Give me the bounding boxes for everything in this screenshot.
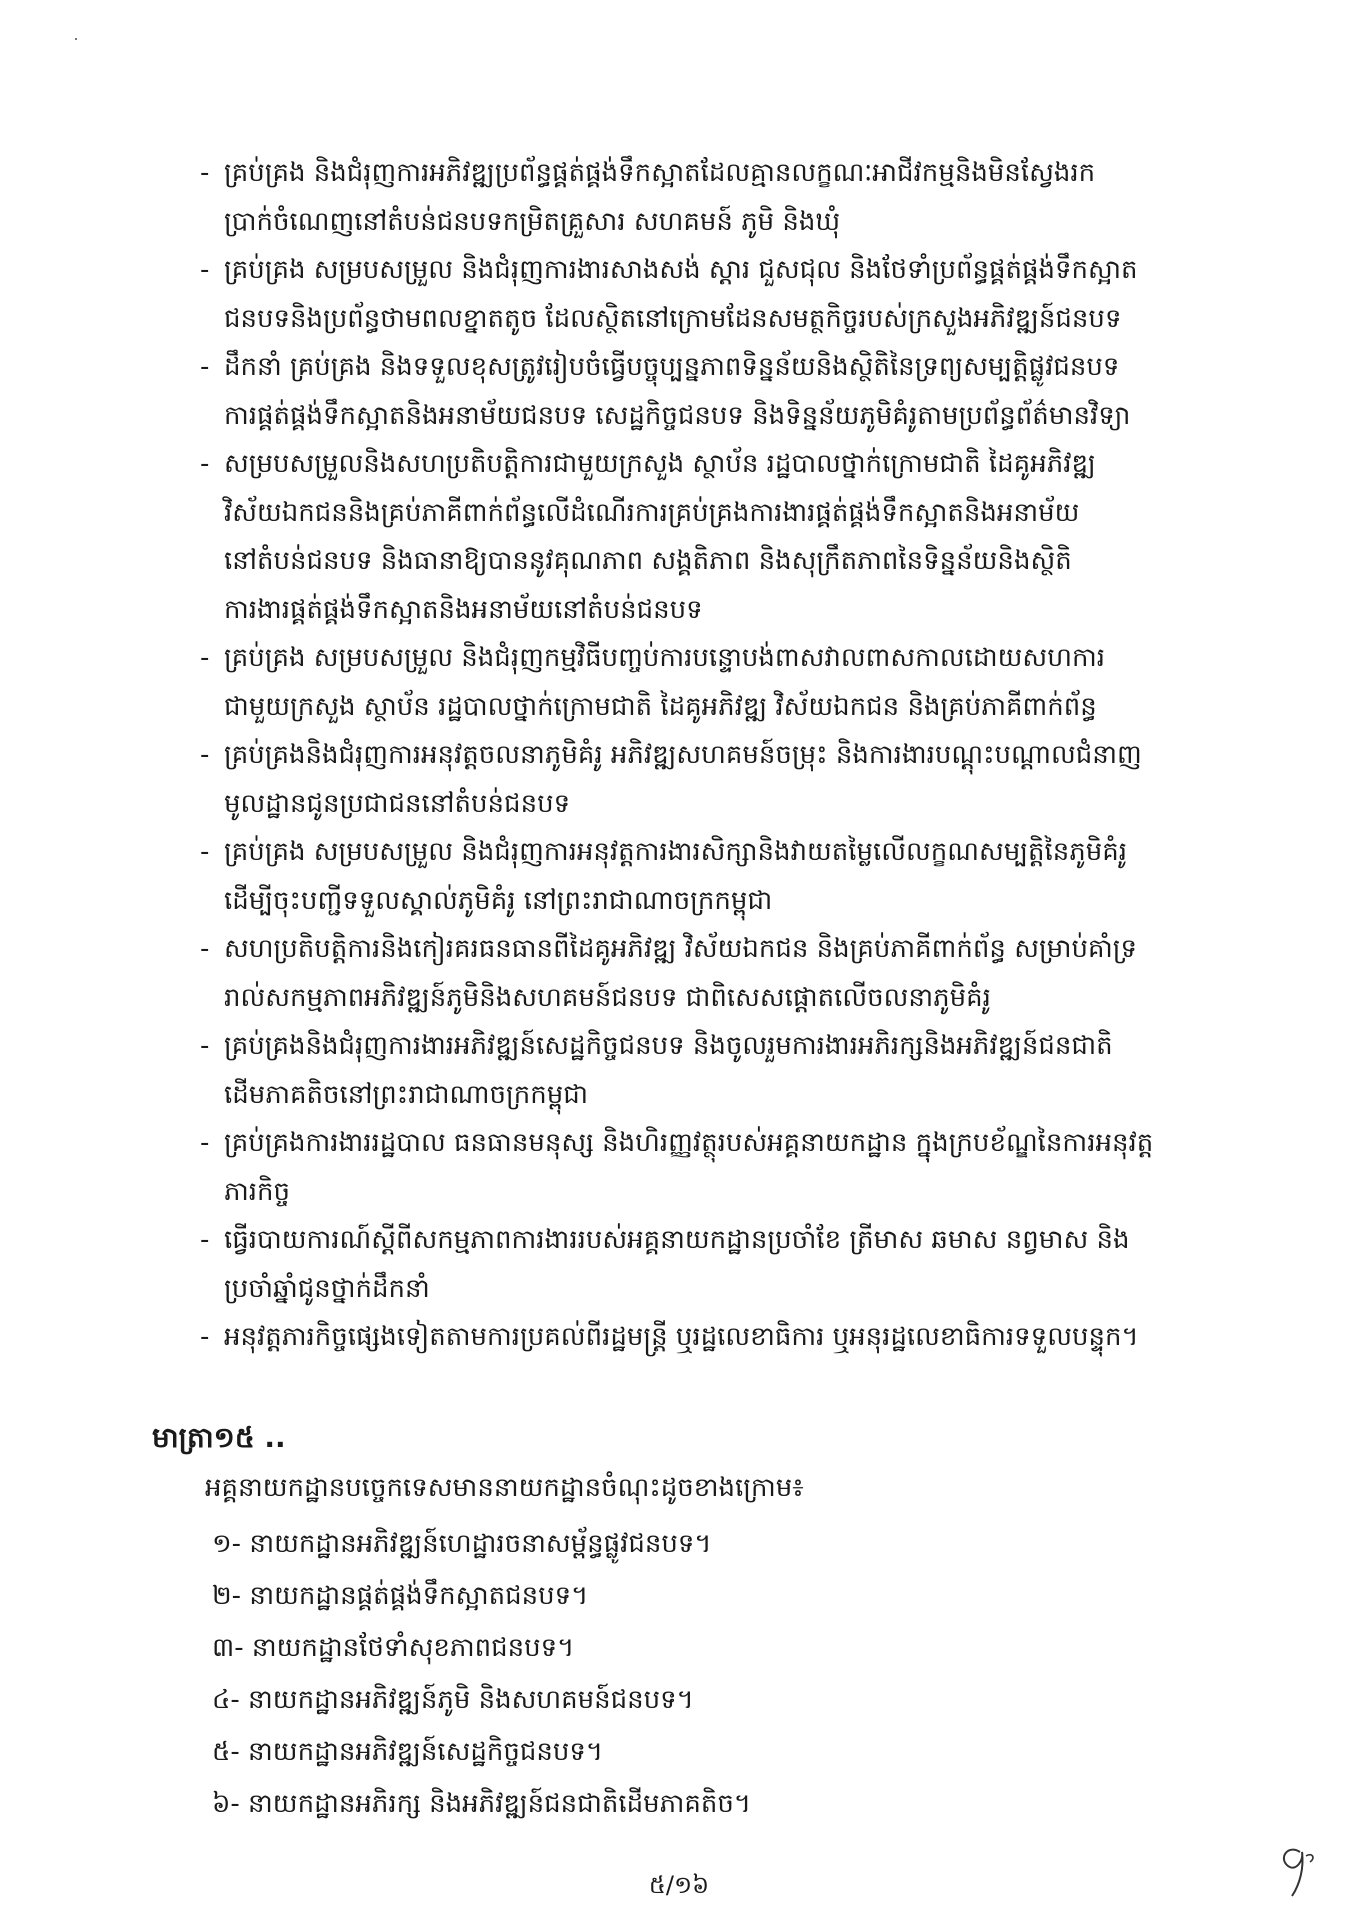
responsibilities-list [200,149,1280,1362]
bullet-item [200,149,1280,246]
bullet-line [200,731,1280,780]
bullet-text: ការងារផ្គត់ផ្គង់ទឹកស្អាតនិងអនាម័យនៅតំបន់ជនបទ [224,594,703,625]
bullet-text: ដើមភាគតិចនៅព្រះរាជាណាចក្រកម្ពុជា [224,1079,588,1110]
bullet-item [200,925,1280,1022]
bullet-item [200,1313,1280,1362]
department-item: ២- នាយកដ្ឋានផ្គត់ផ្គង់ទឹកស្អាតជនបទ។ [212,1581,589,1611]
bullet-text: សម្របសម្រួលនិងសហប្រតិបត្តិការជាមួយក្រសួង ស្ថាប័ន រដ្ឋបាលថ្នាក់ក្រោមជាតិ ដៃគូអភិវឌ្ឍ [224,449,1096,479]
bullet-item [200,343,1280,440]
bullet-line [200,149,1280,198]
bullet-text: ជនបទនិងប្រព័ន្ធថាមពលខ្នាតតូច ដែលស្ថិតនៅក្រោមដែនសមត្ថកិច្ចរបស់ក្រសួងអភិវឌ្ឍន៍ជនបទ [224,303,1122,334]
bullet-line [200,246,1280,295]
bullet-text: គ្រប់គ្រងនិងជំរុញការងារអភិវឌ្ឍន៍សេដ្ឋកិច្ចជនបទ និងចូលរួមការងារអភិរក្សនិងអភិវឌ្ឍន៍ជនជាតិ [224,1031,1113,1061]
bullet-line [200,198,1280,247]
bullet-dash: - [200,1128,210,1158]
bullet-dash: - [200,934,210,964]
bullet-dash: - [200,1031,210,1061]
bullet-item [200,1022,1280,1119]
department-item: ៦- នាយកដ្ឋានអភិរក្ស និងអភិវឌ្ឍន៍ជនជាតិដើមភាគតិច។ [212,1789,752,1819]
bullet-line [200,1168,1280,1217]
bullet-dash: - [200,449,210,479]
bullet-line [200,343,1280,392]
bullet-text: មូលដ្ឋានជូនប្រជាជននៅតំបន់ជនបទ [224,788,571,819]
article-heading: មាត្រា១៥ .. [152,1421,286,1454]
article-intro: អគ្គនាយកដ្ឋានបច្ចេកទេសមាននាយកដ្ឋានចំណុះដូចខាងក្រោម៖ [205,1473,804,1503]
bullet-line [200,392,1280,441]
bullet-item [200,731,1280,828]
bullet-text: ដឹកនាំ គ្រប់គ្រង និងទទួលខុសត្រូវរៀបចំធ្វើបច្ចុប្បន្នភាពទិន្នន័យនិងស្ថិតិនៃទ្រព្យសម្បត្តិផ្លូវជនបទ [224,352,1120,382]
bullet-text: ប្រចាំឆ្នាំជូនថ្នាក់ដឹកនាំ [224,1273,430,1304]
bullet-item [200,828,1280,925]
bullet-line [200,295,1280,344]
page-number: ៥/១៦ [648,1871,710,1899]
bullet-item [200,246,1280,343]
departments-list [212,1518,751,1830]
department-item: ៤- នាយកដ្ឋានអភិវឌ្ឍន៍ភូមិ និងសហគមន៍ជនបទ។ [212,1685,694,1715]
bullet-line [200,1071,1280,1120]
bullet-dash: - [200,352,210,382]
department-item: ១- នាយកដ្ឋានអភិវឌ្ឍន៍ហេដ្ឋារចនាសម្ព័ន្ធផ្លូវជនបទ។ [212,1529,712,1559]
bullet-text: ជាមួយក្រសួង ស្ថាប័ន រដ្ឋបាលថ្នាក់ក្រោមជាតិ ដៃគូអភិវឌ្ឍ វិស័យឯកជន និងគ្រប់ភាគីពាក់ព័ន្ធ [224,691,1097,722]
bullet-line [200,1216,1280,1265]
bullet-dash: - [200,837,210,867]
bullet-text: រាល់សកម្មភាពអភិវឌ្ឍន៍ភូមិនិងសហគមន៍ជនបទ ជាពិសេសផ្តោតលើចលនាភូមិគំរូ [224,982,991,1013]
bullet-dash: - [200,1322,210,1352]
bullet-item [200,1119,1280,1216]
handwritten-initial [1270,1840,1320,1900]
bullet-text: វិស័យឯកជននិងគ្រប់ភាគីពាក់ព័ន្ធលើដំណើរការគ្រប់គ្រងការងារផ្គត់ផ្គង់ទឹកស្អាតនិងអនាម័យ [224,497,1080,528]
scan-speck [75,38,77,40]
bullet-line [200,828,1280,877]
bullet-item [200,440,1280,634]
bullet-line [200,537,1280,586]
bullet-text: អនុវត្តភារកិច្ចផ្សេងទៀតតាមការប្រគល់ពីរដ្ឋមន្ត្រី ឬរដ្ឋលេខាធិការ ឬអនុរដ្ឋលេខាធិការទទួលបន្ទុក។ [224,1322,1139,1352]
bullet-line [200,683,1280,732]
bullet-text: គ្រប់គ្រង សម្របសម្រួល និងជំរុញការងារសាងសង់ ស្តារ ជួសជុល និងថែទាំប្រព័ន្ធផ្គត់ផ្គង់ទឹកស្អាត [224,255,1138,285]
department-item: ៣- នាយកដ្ឋានថែទាំសុខភាពជនបទ។ [212,1633,575,1663]
bullet-dash: - [200,255,210,285]
bullet-line [200,1022,1280,1071]
bullet-text: គ្រប់គ្រង សម្របសម្រួល និងជំរុញការអនុវត្តការងារសិក្សានិងវាយតម្លៃលើលក្ខណសម្បត្តិនៃភូមិគំរូ [224,837,1128,867]
bullet-line [200,1265,1280,1314]
bullet-dash: - [200,740,210,770]
bullet-line [200,877,1280,926]
bullet-line [200,1313,1280,1362]
bullet-line [200,974,1280,1023]
bullet-line [200,489,1280,538]
bullet-line [200,440,1280,489]
bullet-text: គ្រប់គ្រងនិងជំរុញការអនុវត្តចលនាភូមិគំរូ អភិវឌ្ឍសហគមន៍ចម្រុះ និងការងារបណ្តុះបណ្តាលជំនាញ [224,740,1142,770]
bullet-text: គ្រប់គ្រង និងជំរុញការអភិវឌ្ឍប្រព័ន្ធផ្គត់ផ្គង់ទឹកស្អាតដែលគ្មានលក្ខណៈអាជីវកម្មនិងមិនស្វែងរក [224,158,1096,188]
bullet-text: ការផ្គត់ផ្គង់ទឹកស្អាតនិងអនាម័យជនបទ សេដ្ឋកិច្ចជនបទ និងទិន្នន័យភូមិគំរូតាមប្រព័ន្ធព័ត៌មានវិទ្យា [224,400,1131,431]
bullet-text: គ្រប់គ្រង សម្របសម្រួល និងជំរុញកម្មវិធីបញ្ចប់ការបន្ទោបង់ពាសវាលពាសកាលដោយសហការ [224,643,1105,673]
bullet-item [200,634,1280,731]
department-item: ៥- នាយកដ្ឋានអភិវឌ្ឍន៍សេដ្ឋកិច្ចជនបទ។ [212,1737,604,1767]
bullet-dash: - [200,1225,210,1255]
bullet-line [200,925,1280,974]
bullet-line [200,1119,1280,1168]
bullet-line [200,634,1280,683]
bullet-line [200,780,1280,829]
bullet-dash: - [200,158,210,188]
bullet-dash: - [200,643,210,673]
bullet-text: សហប្រតិបត្តិការនិងកៀរគរធនធានពីដៃគូអភិវឌ្ឍ វិស័យឯកជន និងគ្រប់ភាគីពាក់ព័ន្ធ សម្រាប់គាំទ្រ [224,934,1137,964]
bullet-text: ភារកិច្ច [224,1176,291,1207]
bullet-line [200,586,1280,635]
bullet-text: គ្រប់គ្រងការងាររដ្ឋបាល ធនធានមនុស្ស និងហិរញ្ញវត្ថុរបស់អគ្គនាយកដ្ឋាន ក្នុងក្របខ័ណ្ឌនៃការអនុវត្ត [224,1128,1154,1158]
bullet-text: ប្រាក់ចំណេញនៅតំបន់ជនបទកម្រិតគ្រួសារ សហគមន៍ ភូមិ និងឃុំ [224,206,841,237]
bullet-text: ដើម្បីចុះបញ្ជីទទួលស្គាល់ភូមិគំរូ នៅព្រះរាជាណាចក្រកម្ពុជា [224,885,773,916]
bullet-item [200,1216,1280,1313]
bullet-text: ធ្វើរបាយការណ៍ស្តីពីសកម្មភាពការងាររបស់អគ្គនាយកដ្ឋានប្រចាំខែ ត្រីមាស ឆមាស នព្វមាស និង [224,1225,1130,1255]
bullet-text: នៅតំបន់ជនបទ និងធានាឱ្យបាននូវគុណភាព សង្គតិភាព និងសុក្រឹតភាពនៃទិន្នន័យនិងស្ថិតិ [224,546,1072,576]
